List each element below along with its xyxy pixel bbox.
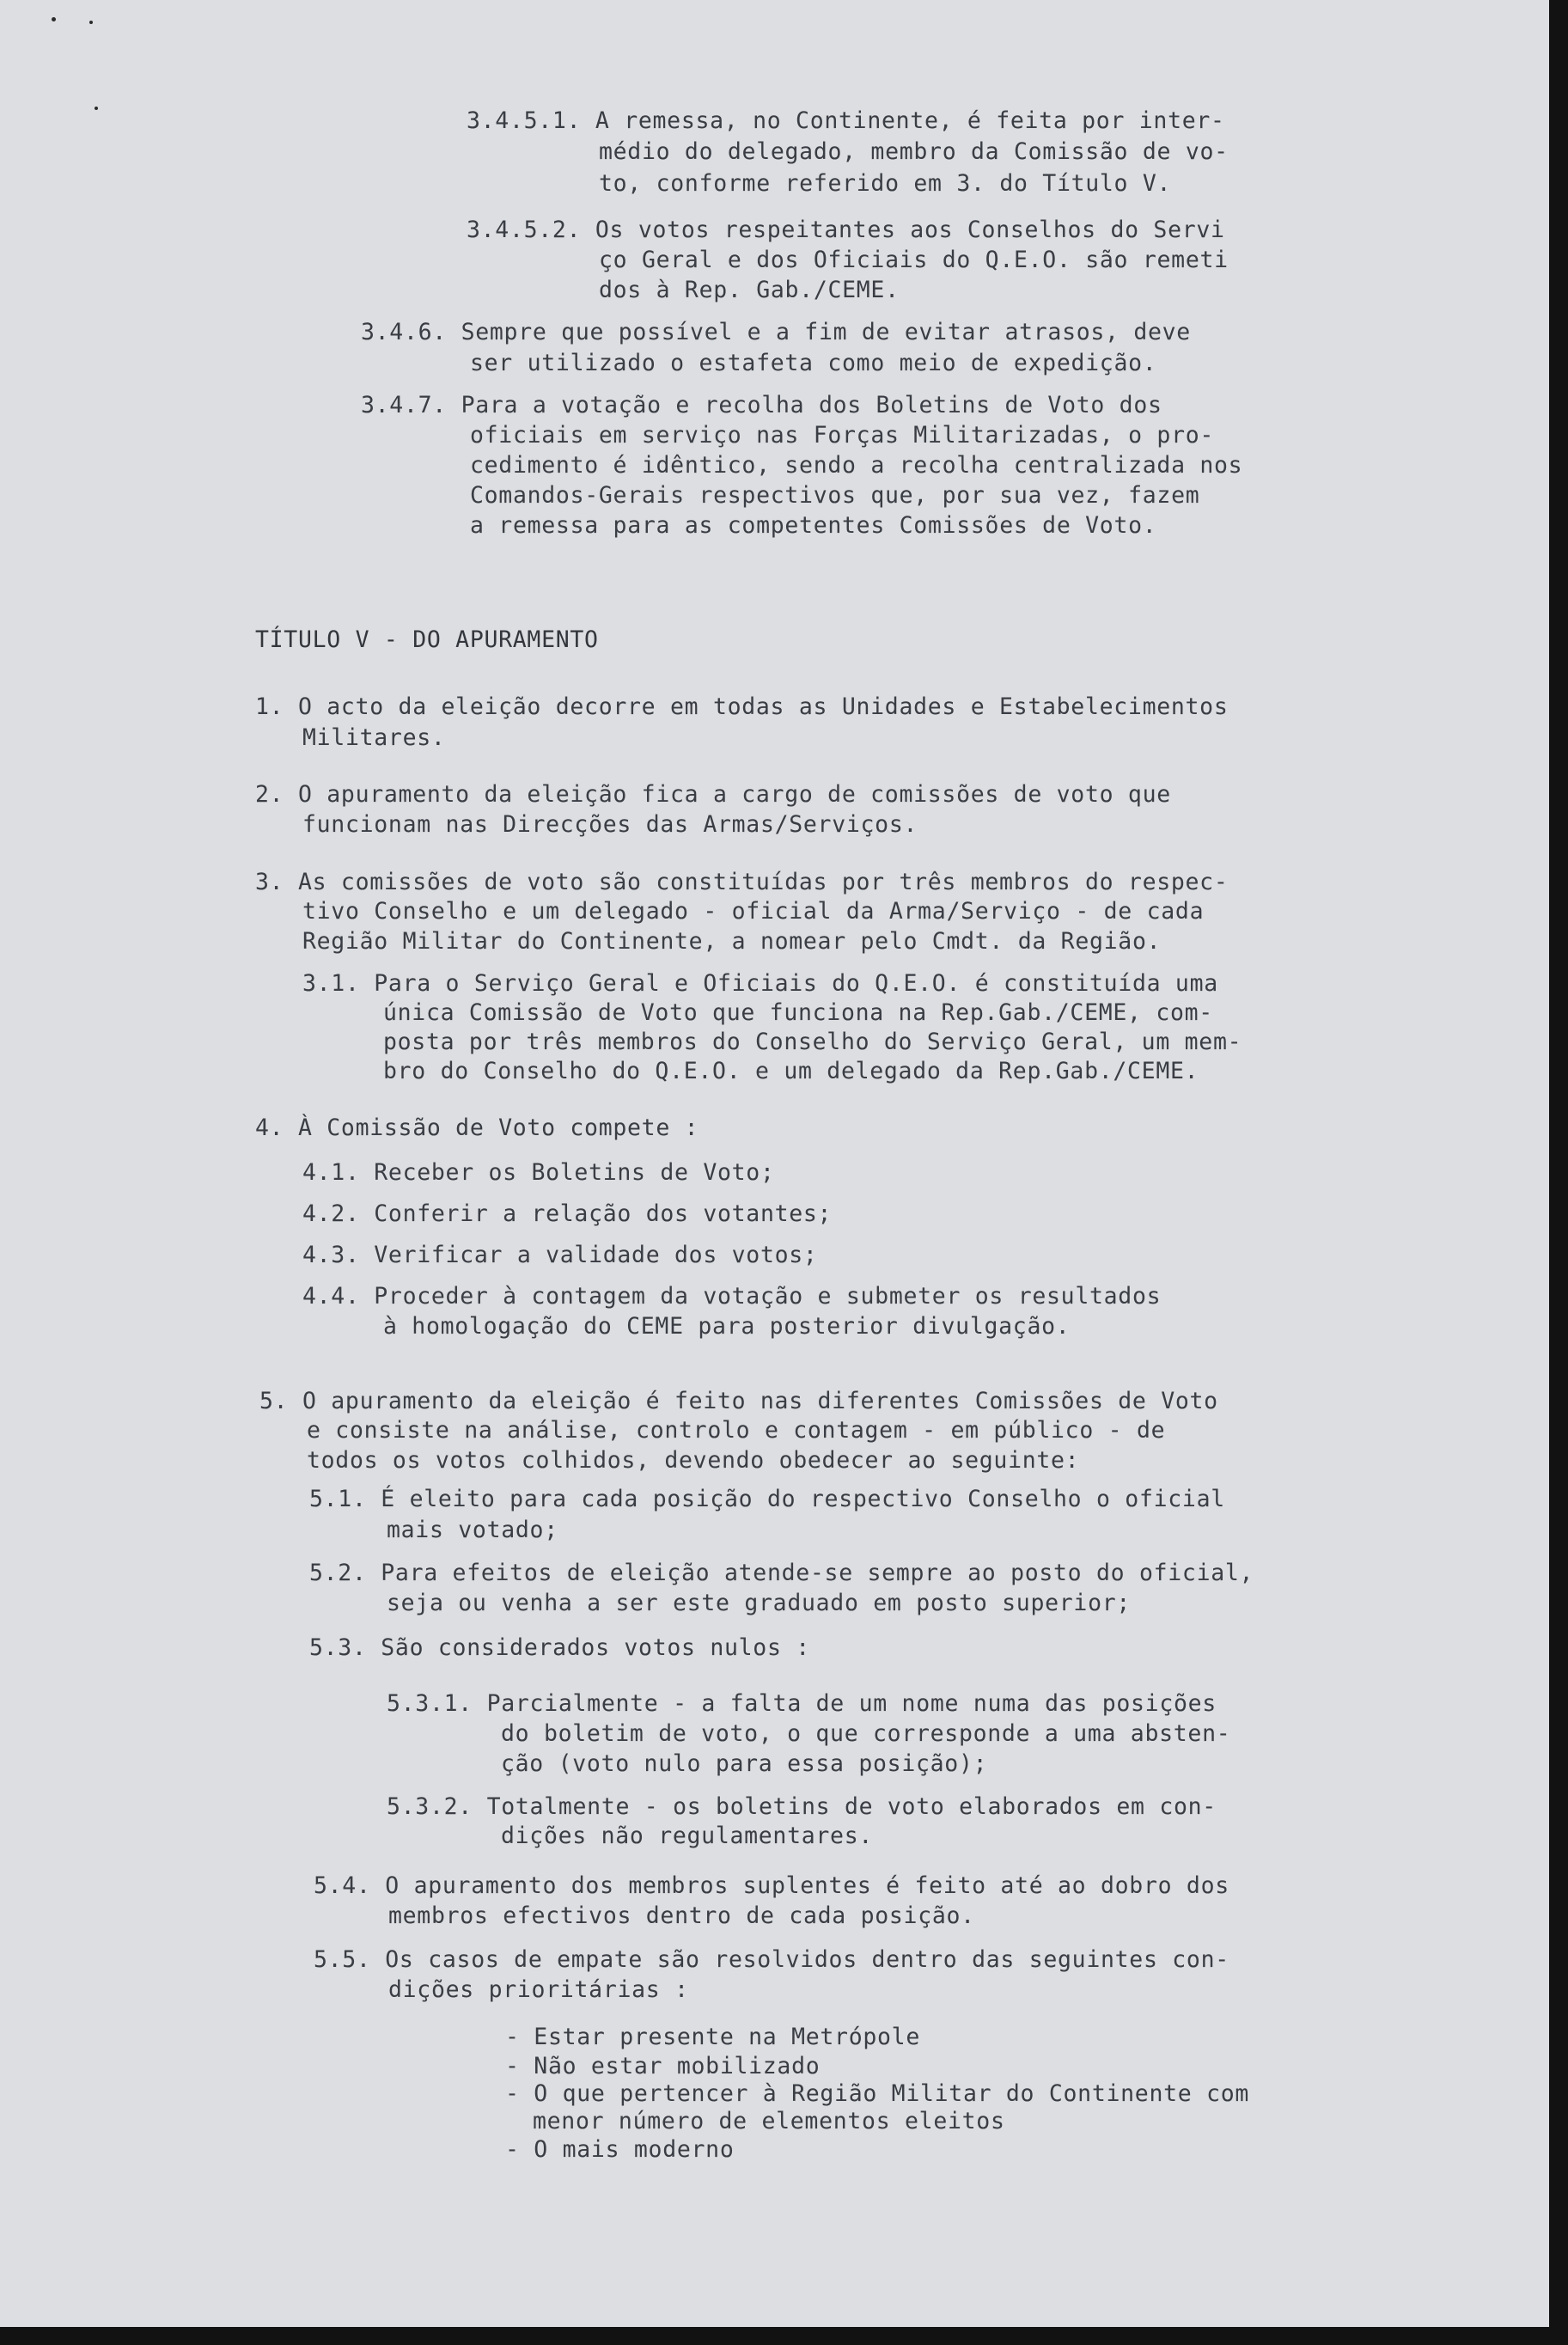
list-item: - O que pertencer à Região Militar do Continente com (505, 2080, 1250, 2107)
corner-mark-left (52, 17, 56, 21)
text-line: 3.1. Para o Serviço Geral e Oficiais do Q.E.O. é constituída uma (302, 970, 1218, 997)
text-line: 3. As comissões de voto são constituídas por três membros do respec- (255, 869, 1229, 895)
text-line: to, conforme referido em 3. do Título V. (599, 170, 1172, 197)
text-line: 5.2. Para efeitos de eleição atende-se sempre ao posto do oficial, (309, 1560, 1254, 1586)
text-line: 4.4. Proceder à contagem da votação e submeter os resultados (302, 1283, 1162, 1310)
text-line: 5.5. Os casos de empate são resolvidos dentro das seguintes con- (314, 1946, 1229, 1973)
text-line: 3.4.5.1. A remessa, no Continente, é feita por inter- (467, 107, 1225, 134)
text-line: ço Geral e dos Oficiais do Q.E.O. são remeti (599, 247, 1229, 273)
scan-edge-bottom (0, 2327, 1568, 2345)
corner-mark-small (89, 21, 93, 24)
corner-mark-small (95, 107, 98, 110)
text-line: médio do delegado, membro da Comissão de vo- (599, 138, 1229, 165)
text-line: 5. O apuramento da eleição é feito nas diferentes Comissões de Voto (259, 1388, 1218, 1414)
text-line: dos à Rep. Gab./CEME. (599, 277, 900, 303)
scan-edge-right (1549, 0, 1568, 2345)
text-line: 3.4.5.2. Os votos respeitantes aos Conselhos do Servi (467, 217, 1225, 243)
list-item: - Estar presente na Metrópole (505, 2024, 920, 2050)
text-line: Militares. (302, 724, 446, 751)
text-line: funcionam nas Direcções das Armas/Serviços. (302, 811, 918, 838)
text-line: 1. O acto da eleição decorre em todas as Unidades e Estabelecimentos (255, 693, 1229, 720)
text-line: Região Militar do Continente, a nomear pelo Cmdt. da Região. (302, 928, 1162, 955)
text-line: tivo Conselho e um delegado - oficial da Arma/Serviço - de cada (302, 898, 1205, 925)
text-line: oficiais em serviço nas Forças Militarizadas, o pro- (470, 422, 1215, 449)
text-line: do boletim de voto, o que corresponde a uma absten- (501, 1720, 1231, 1747)
text-line: 4.3. Verificar a validade dos votos; (302, 1242, 818, 1268)
text-line: 5.4. O apuramento dos membros suplentes é feito até ao dobro dos (314, 1872, 1229, 1899)
text-line: 3.4.6. Sempre que possível e a fim de evitar atrasos, deve (361, 319, 1191, 345)
text-line: dições prioritárias : (388, 1976, 689, 2003)
text-line: e consiste na análise, controlo e contagem - em público - de (307, 1417, 1166, 1444)
text-line: à homologação do CEME para posterior divulgação. (383, 1313, 1071, 1340)
text-line: única Comissão de Voto que funciona na Rep.Gab./CEME, com- (383, 999, 1213, 1026)
text-line: menor número de elementos eleitos (533, 2108, 1005, 2134)
text-line: 5.3. São considerados votos nulos : (309, 1634, 810, 1661)
text-line: membros efectivos dentro de cada posição. (388, 1902, 975, 1929)
list-item: - Não estar mobilizado (505, 2053, 821, 2079)
text-line: bro do Conselho do Q.E.O. e um delegado da Rep.Gab./CEME. (383, 1058, 1199, 1084)
list-item: - O mais moderno (505, 2136, 735, 2163)
text-line: a remessa para as competentes Comissões de Voto. (470, 512, 1157, 539)
text-line: dições não regulamentares. (501, 1823, 874, 1849)
text-line: 4. À Comissão de Voto compete : (255, 1114, 699, 1141)
text-line: 5.1. É eleito para cada posição do respectivo Conselho o oficial (309, 1486, 1225, 1512)
text-line: 5.3.1. Parcialmente - a falta de um nome numa das posições (387, 1690, 1217, 1717)
text-line: seja ou venha a ser este graduado em posto superior; (387, 1590, 1132, 1616)
text-line: ser utilizado o estafeta como meio de expedição. (470, 350, 1157, 376)
text-line: posta por três membros do Conselho do Serviço Geral, um mem- (383, 1029, 1242, 1055)
text-line: mais votado; (387, 1517, 558, 1543)
text-line: 2. O apuramento da eleição fica a cargo de comissões de voto que (255, 781, 1171, 808)
text-line: 4.2. Conferir a relação dos votantes; (302, 1200, 833, 1227)
text-line: cedimento é idêntico, sendo a recolha centralizada nos (470, 452, 1243, 479)
text-line: Comandos-Gerais respectivos que, por sua vez, fazem (470, 482, 1200, 509)
text-line: 5.3.2. Totalmente - os boletins de voto elaborados em con- (387, 1793, 1217, 1820)
text-line: ção (voto nulo para essa posição); (501, 1750, 988, 1777)
text-line: todos os votos colhidos, devendo obedecer ao seguinte: (307, 1447, 1080, 1474)
text-line: 4.1. Receber os Boletins de Voto; (302, 1159, 775, 1186)
text-line: 3.4.7. Para a votação e recolha dos Boletins de Voto dos (361, 392, 1162, 418)
section-title: TÍTULO V - DO APURAMENTO (255, 626, 599, 653)
